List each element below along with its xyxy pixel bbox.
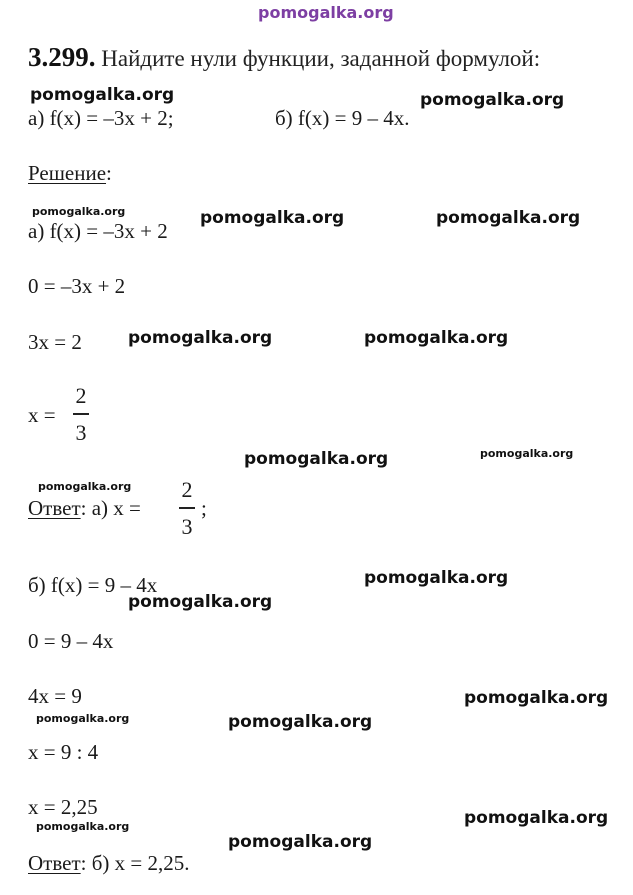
part-a-line-1: а) f(x) = –3x + 2	[28, 219, 168, 243]
part-b-line-3: 4x = 9	[28, 684, 82, 708]
problem-heading	[28, 42, 540, 73]
watermark: pomogalka.org	[128, 328, 273, 348]
part-b-line-1: б) f(x) = 9 – 4x	[28, 573, 158, 597]
watermark: pomogalka.org	[464, 688, 609, 708]
watermark: pomogalka.org	[480, 447, 574, 460]
watermark: pomogalka.org	[364, 568, 509, 588]
watermark: pomogalka.org	[464, 808, 609, 828]
answer-label: Ответ	[28, 496, 81, 520]
watermark: pomogalka.org	[436, 208, 581, 228]
part-b-line-4: x = 9 : 4	[28, 740, 99, 764]
part-a-line-3: 3x = 2	[28, 330, 82, 354]
part-a-x-eq: x =	[28, 403, 56, 427]
watermark: pomogalka.org	[244, 449, 389, 469]
answer-text: : б) x = 2,25.	[80, 851, 190, 875]
watermark: pomogalka.org	[38, 480, 132, 493]
part-a-answer-fraction	[179, 479, 195, 538]
watermark: pomogalka.org	[200, 208, 345, 228]
part-a-fraction	[73, 385, 89, 444]
problem-number: 3.299.	[28, 42, 96, 72]
task-b: б) f(x) = 9 – 4x.	[275, 106, 410, 130]
watermark: pomogalka.org	[36, 820, 130, 833]
fraction-numerator: 2	[181, 477, 193, 502]
watermark: pomogalka.org	[420, 90, 565, 110]
watermark: pomogalka.org	[32, 205, 126, 218]
watermark: pomogalka.org	[228, 832, 373, 852]
watermark-top: pomogalka.org	[258, 3, 394, 22]
task-a: а) f(x) = –3x + 2;	[28, 106, 174, 130]
part-b-line-2: 0 = 9 – 4x	[28, 629, 114, 653]
answer-label: Ответ	[28, 851, 81, 875]
part-a-answer-end: ;	[201, 496, 207, 520]
problem-statement: Найдите нули функции, заданной формулой:	[101, 46, 541, 71]
answer-text: : а) x =	[80, 496, 141, 520]
solution-colon: :	[106, 161, 112, 185]
watermark: pomogalka.org	[128, 592, 273, 612]
solution-label: Решение	[28, 161, 107, 185]
part-a-line-2: 0 = –3x + 2	[28, 274, 126, 298]
part-a-answer	[28, 498, 141, 519]
part-b-line-5: x = 2,25	[28, 795, 98, 819]
fraction-denominator: 3	[181, 513, 193, 539]
watermark: pomogalka.org	[364, 328, 509, 348]
fraction-numerator: 2	[75, 383, 87, 408]
fraction-denominator: 3	[75, 419, 87, 445]
watermark: pomogalka.org	[36, 712, 130, 725]
fraction-bar	[179, 507, 195, 509]
watermark: pomogalka.org	[228, 712, 373, 732]
solution-heading	[28, 163, 112, 184]
fraction-bar	[73, 413, 89, 415]
part-b-answer	[28, 853, 190, 874]
watermark: pomogalka.org	[30, 85, 175, 105]
